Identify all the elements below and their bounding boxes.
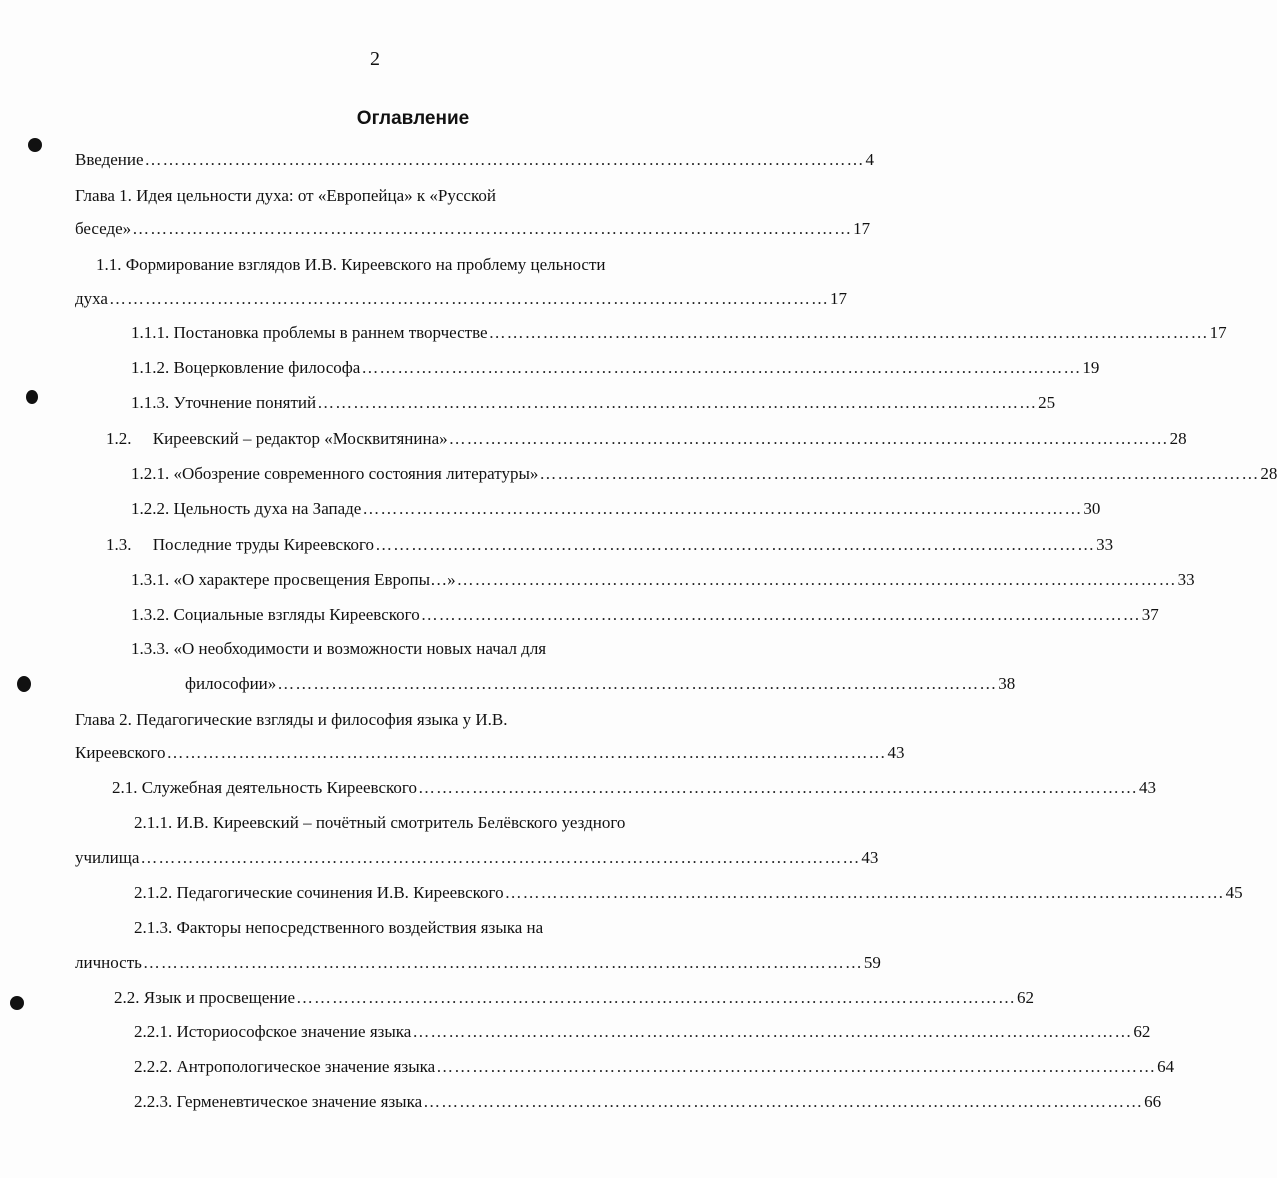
toc-entry: [134, 1019, 1151, 1045]
toc-entry-page: 28: [1260, 464, 1277, 483]
toc-entry: [75, 286, 847, 312]
toc-entry-label: 2.1.3. Факторы непосредственного воздействия языка на: [134, 918, 544, 937]
toc-entry-page: 17: [829, 289, 847, 308]
toc-entry-label: 1.1.3. Уточнение понятий: [131, 393, 317, 412]
toc-entry: [106, 532, 1114, 558]
toc-entry-label: Глава 2. Педагогические взгляды и философия языка у И.В.: [75, 710, 508, 729]
toc-entry: [75, 707, 755, 733]
toc-entry-label: личность: [75, 953, 142, 972]
toc-entry: [131, 602, 1159, 628]
scan-hole-mark: [26, 390, 38, 404]
page-number: 2: [370, 48, 380, 70]
toc-entry-label: Введение: [75, 150, 144, 169]
toc-entry-page: 25: [1038, 393, 1056, 412]
dot-leader: …………………………………………………………………………………………………………: [412, 1022, 1133, 1041]
toc-entry-label: 2.1. Служебная деятельность Киреевского: [112, 778, 417, 797]
toc-entry: [134, 810, 794, 836]
toc-entry-page: 38: [998, 674, 1016, 693]
toc-entry-page: 37: [1141, 605, 1159, 624]
toc-entry-label: 2.2. Язык и просвещение: [114, 988, 295, 1007]
toc-entry-label: 2.2.1. Историософское значение языка: [134, 1022, 412, 1041]
toc-heading: Оглавление: [356, 108, 470, 129]
toc-entry: [75, 845, 879, 871]
toc-entry: [131, 567, 1195, 593]
toc-entry-label: 1.1.2. Воцерковление философа: [131, 358, 361, 377]
toc-entry-page: 17: [853, 219, 871, 238]
toc-entry: [112, 775, 1156, 801]
toc-entry: [131, 390, 1056, 416]
dot-leader: …………………………………………………………………………………………………………: [362, 499, 1083, 518]
toc-entry-label: Киреевского: [75, 743, 166, 762]
dot-leader: …………………………………………………………………………………………………………: [108, 289, 829, 308]
dot-leader: …………………………………………………………………………………………………………: [448, 429, 1169, 448]
toc-entry-label: 2.1.2. Педагогические сочинения И.В. Киреевского: [134, 883, 504, 902]
toc-entry-page: 43: [887, 743, 905, 762]
toc-entry-label: 1.1. Формирование взглядов И.В. Киреевского на проблему цельности: [96, 255, 606, 274]
toc-entry-page: 59: [863, 953, 881, 972]
dot-leader: …………………………………………………………………………………………………………: [436, 1057, 1157, 1076]
toc-entry-label: философии»: [185, 674, 277, 693]
toc-entry: [75, 950, 881, 976]
dot-leader: …………………………………………………………………………………………………………: [361, 358, 1082, 377]
toc-entry-page: 43: [1138, 778, 1156, 797]
dot-leader: …………………………………………………………………………………………………………: [277, 674, 998, 693]
toc-entry: [131, 355, 1100, 381]
toc-entry: [75, 183, 755, 209]
dot-leader: …………………………………………………………………………………………………………: [296, 988, 1016, 1007]
toc-entry: [134, 1089, 1162, 1115]
toc-entry-page: 30: [1083, 499, 1101, 518]
toc-entry: [131, 461, 1277, 487]
toc-entry-label: училища: [75, 848, 140, 867]
dot-leader: …………………………………………………………………………………………………………: [423, 1092, 1144, 1111]
toc-entry: [131, 320, 1227, 346]
toc-entry-page: 4: [865, 150, 875, 169]
toc-entry-page: 45: [1225, 883, 1243, 902]
scan-hole-mark: [17, 676, 31, 692]
toc-entry-label: 1.3.2. Социальные взгляды Киреевского: [131, 605, 420, 624]
toc-entry: [106, 426, 1187, 452]
dot-leader: …………………………………………………………………………………………………………: [375, 535, 1096, 554]
dot-leader: …………………………………………………………………………………………………………: [420, 605, 1141, 624]
toc-entry-page: 17: [1209, 323, 1227, 342]
toc-entry-page: 64: [1157, 1057, 1175, 1076]
toc-entry-label: духа: [75, 289, 108, 308]
toc-entry: [131, 496, 1101, 522]
dot-leader: …………………………………………………………………………………………………………: [140, 848, 861, 867]
dot-leader: …………………………………………………………………………………………………………: [317, 393, 1038, 412]
toc-entry: [114, 985, 1034, 1011]
toc-entry: [75, 147, 875, 173]
toc-entry-page: 62: [1017, 988, 1034, 1007]
toc-entry-page: 43: [861, 848, 879, 867]
toc-entry: [134, 1054, 1175, 1080]
toc-entry: [134, 880, 1243, 906]
dot-leader: …………………………………………………………………………………………………………: [142, 953, 863, 972]
toc-entry-label: беседе»: [75, 219, 132, 238]
toc-entry-label: 1.3. Последние труды Киреевского: [106, 535, 375, 554]
toc-entry-label: 2.2.3. Герменевтическое значение языка: [134, 1092, 423, 1111]
toc-entry: [75, 216, 871, 242]
dot-leader: …………………………………………………………………………………………………………: [417, 778, 1138, 797]
toc-entry-page: 66: [1144, 1092, 1162, 1111]
toc-entry: [96, 252, 796, 278]
toc-entry-label: 1.1.1. Постановка проблемы в раннем творчестве: [131, 323, 488, 342]
toc-entry-page: 19: [1082, 358, 1100, 377]
scan-hole-mark: [28, 138, 42, 152]
dot-leader: …………………………………………………………………………………………………………: [539, 464, 1260, 483]
scan-hole-mark: [10, 996, 24, 1010]
toc-entry-label: 2.2.2. Антропологическое значение языка: [134, 1057, 436, 1076]
toc-entry-label: 1.2.2. Цельность духа на Западе: [131, 499, 362, 518]
toc-entry-label: 1.3.3. «О необходимости и возможности новых начал для: [131, 639, 547, 658]
toc-entry: [131, 636, 731, 662]
toc-entry: [134, 915, 754, 941]
toc-entry-label: 1.3.1. «О характере просвещения Европы…»: [131, 570, 456, 589]
toc-entry: [185, 671, 1016, 697]
toc-entry-page: 28: [1169, 429, 1187, 448]
dot-leader: …………………………………………………………………………………………………………: [132, 219, 853, 238]
toc-entry: [75, 740, 905, 766]
dot-leader: …………………………………………………………………………………………………………: [456, 570, 1177, 589]
dot-leader: …………………………………………………………………………………………………………: [504, 883, 1225, 902]
toc-entry-page: 33: [1096, 535, 1114, 554]
toc-entry-page: 33: [1177, 570, 1195, 589]
toc-entry-page: 62: [1133, 1022, 1151, 1041]
dot-leader: …………………………………………………………………………………………………………: [488, 323, 1209, 342]
toc-entry-label: 1.2. Киреевский – редактор «Москвитянина»: [106, 429, 448, 448]
toc-entry-label: 2.1.1. И.В. Киреевский – почётный смотритель Белёвского уездного: [134, 813, 626, 832]
dot-leader: …………………………………………………………………………………………………………: [144, 150, 865, 169]
toc-entry-label: Глава 1. Идея цельности духа: от «Европейца» к «Русской: [75, 186, 496, 205]
toc-entry-label: 1.2.1. «Обозрение современного состояния литературы»: [131, 464, 539, 483]
dot-leader: …………………………………………………………………………………………………………: [166, 743, 887, 762]
